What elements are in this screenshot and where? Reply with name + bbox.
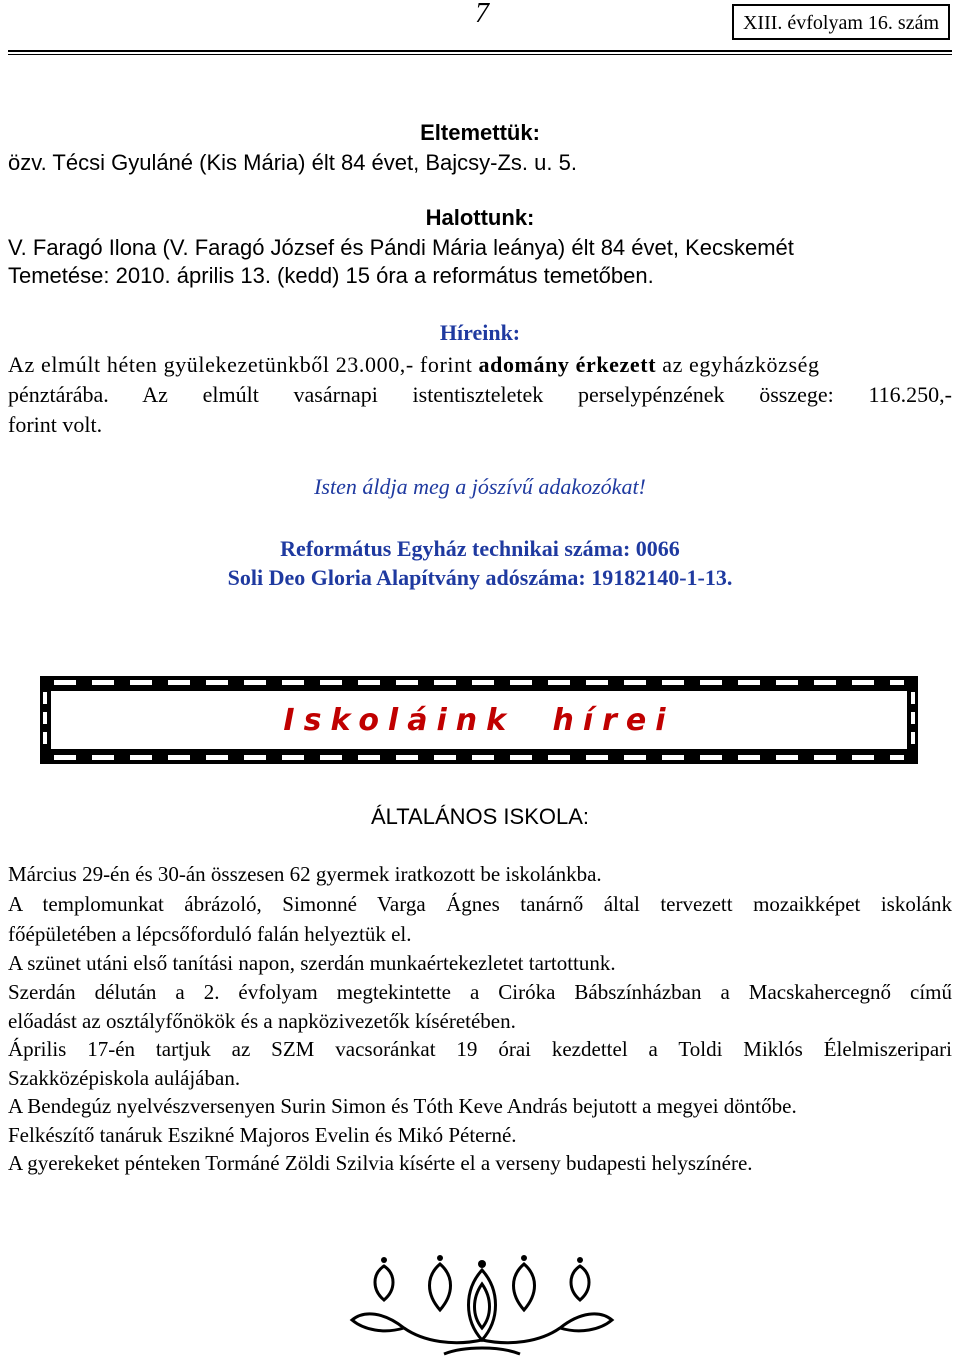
school-line: A templomunkat ábrázoló, Simonné Varga Ágnes tanárnő által tervezett mozaikképet iskolánk (8, 892, 952, 916)
school-line: Szakközépiskola aulájában. (8, 1066, 241, 1090)
school-line: főépületében a lépcsőforduló falán helyeztük el. (8, 922, 412, 946)
banner-holes-right (911, 692, 915, 748)
school-line: A gyerekeket pénteken Tormáné Zöldi Szilvia kísérte el a verseny budapesti helyszínére. (8, 1151, 753, 1175)
header-rule (8, 50, 952, 52)
banner-holes-bottom (54, 755, 904, 760)
deceased-heading: Halottunk: (425, 205, 535, 230)
banner-title: Iskoláink hírei (283, 703, 675, 738)
funerals-text: özv. Técsi Gyuláné (Kis Mária) élt 84 évet, Bajcsy-Zs. u. 5. (8, 150, 577, 175)
news-donation: adomány érkezett (478, 352, 657, 377)
floral-ornament-icon (344, 1250, 620, 1362)
foundation-tax-number: Soli Deo Gloria Alapítvány adószáma: 19182140-1-13. (227, 565, 733, 590)
school-line: előadást az osztályfőnökök és a napközivezetők kíséretében. (8, 1009, 516, 1033)
news-line-1-a: Az elmúlt héten gyülekezetünkből 23.000,- forint (8, 352, 479, 377)
news-line-1 (8, 352, 952, 378)
school-heading: ÁLTALÁNOS ISKOLA: (370, 804, 590, 829)
blessing: Isten áldja meg a jószívű adakozókat! (314, 474, 646, 499)
school-line: A szünet utáni első tanítási napon, szerdán munkaértekezletet tartottunk. (8, 951, 616, 975)
page-number: 7 (475, 0, 489, 29)
school-line: Felkészítő tanáruk Eszikné Majoros Evelin és Mikó Péterné. (8, 1123, 517, 1147)
deceased-line-2: Temetése: 2010. április 13. (kedd) 15 óra a református temetőben. (8, 263, 654, 288)
news-heading: Híreink: (439, 320, 521, 345)
school-line: A Bendegúz nyelvészversenyen Surin Simon és Tóth Keve András bejutott a megyei döntőbe. (8, 1094, 797, 1118)
school-line: Szerdán délután a 2. évfolyam megtekintette a Ciróka Bábszínházban a Macskahercegnő című (8, 980, 952, 1004)
header-rule-thin (8, 54, 952, 55)
school-news-banner (40, 676, 918, 764)
news-line-3: forint volt. (8, 412, 103, 437)
banner-holes-top (54, 680, 904, 685)
school-line: Április 17-én tartjuk az SZM vacsoránkat 19 órai kezdettel a Toldi Miklós Élelmiszeripari (8, 1037, 952, 1061)
banner-inner (50, 690, 908, 750)
news-line-2: pénztárába. Az elmúlt vasárnapi istentiszteletek perselypénzének összege: 116.250,- (8, 382, 952, 407)
funerals-heading: Eltemettük: (420, 120, 540, 145)
news-line-1-c: az egyházközség (656, 352, 820, 377)
deceased-line-1: V. Faragó Ilona (V. Faragó József és Pándi Mária leánya) élt 84 évet, Kecskemét (8, 235, 794, 260)
banner-holes-left (43, 692, 47, 748)
issue-box: XIII. évfolyam 16. szám (732, 4, 950, 40)
church-tech-number: Református Egyház technikai száma: 0066 (280, 536, 680, 561)
school-line: Március 29-én és 30-án összesen 62 gyermek iratkozott be iskolánkba. (8, 862, 602, 886)
